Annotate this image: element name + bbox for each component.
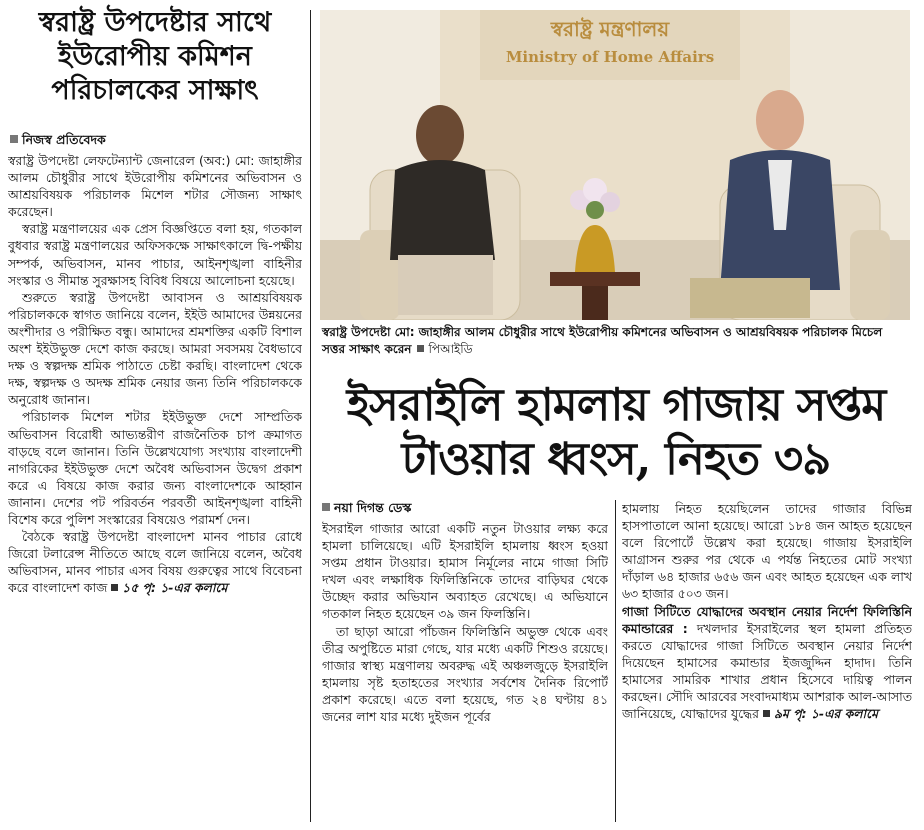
- jump-square-icon: [763, 710, 770, 717]
- main-paragraph: ইসরাইল গাজার আরো একটি নতুন টাওয়ার লক্ষ্য করে হামলা চালিয়েছে। এটি ইসরাইলি হামলায় ধ্বংস হওয়া সপ্তম প্রধান টাওয়ার। হামাস নির্মূলের নামে গাজা সিটি দখল এবং লক্ষাধিক ফিলিস্তিনিকে তাদের বাড়িঘর থেকে উচ্ছেদ করার অভিযান অব্যাহত রেখেছে। এ অভিযানে গতকাল নিহত হয়েছেন ৩৯ জন ফিলস্তিনি।: [322, 521, 608, 622]
- left-byline-text: নিজস্ব প্রতিবেদক: [22, 132, 106, 147]
- main-byline: [322, 500, 411, 520]
- caption-text: স্বরাষ্ট্র উপদেষ্টা মো: জাহাঙ্গীর আলম চৌধুরীর সাথে ইউরোপীয় কমিশনের অভিবাসন ও আশ্রয়বিষয়ক পরিচালক মিচেল সত্তর সাক্ষাৎ করেন: [322, 325, 883, 356]
- main-byline-text: নয়া দিগন্ত ডেস্ক: [334, 500, 412, 515]
- main-paragraph: হামলায় নিহত হয়েছিলেন তাদের গাজার বিভিন্ন হাসপাতালে আনা হয়েছে। আরো ১৮৪ জন আহত হয়েছেন বলে রিপোর্টে উল্লেখ করা হয়েছে। গাজায় ইসরাইলি আগ্রাসন শুরুর পর থেকে এ পর্যন্ত নিহতের মোট সংখ্যা দাঁড়াল ৬৪ হাজার ৬৫৬ জন এবং আহত হয়েছেন এক লাখ ৬৩ হাজার ৫০৩ জন।: [622, 501, 912, 602]
- column-divider: [310, 10, 311, 822]
- main-article-col-1: [322, 520, 608, 822]
- sign-bengali: স্বরাষ্ট্র মন্ত্রণালয়: [550, 17, 670, 41]
- bullet-icon: [10, 135, 18, 143]
- jump-square-icon: [111, 584, 118, 591]
- left-byline: [10, 132, 106, 152]
- main-subhead: গাজা সিটিতে যোদ্ধাদের অবস্থান নেয়ার নির্দেশ ফিলিস্তিনি কমান্ডারের :: [622, 603, 912, 636]
- left-article-body: [8, 152, 302, 820]
- main-paragraph: তা ছাড়া আরো পাঁচজন ফিলিস্তিনি অভুক্ত থেকে এবং তীব্র অপুষ্টিতে মারা গেছে, যার মধ্যে একটি শিশুও রয়েছে। গাজার স্বাস্থ্য মন্ত্রণালয় অবরুদ্ধ এই অঞ্চলজুড়ে ইসরাইলি হামলায় সৃষ্ট হতাহতের সংখ্যার সর্বশেষ দৈনিক রিপোর্ট প্রকাশ করেছে। এতে বলা হয়েছে, গত ২৪ ঘণ্টায় ৪১ জনের লাশ যার মধ্যে দুইজন পূর্বের: [322, 623, 608, 725]
- main-jump-text: ৯ম পৃ: ১-এর কলামে: [773, 706, 878, 722]
- left-paragraph: পরিচালক মিশেল শটার ইইউভুক্ত দেশে সাম্প্রতিক অভিবাসন বিরোধী আভ্যন্তরীণ রাজনৈতিক চাপ ক্রমাগত বাড়ছে বলে জানান। তিনি উল্লেখযোগ্য সংখ্যায় বাংলাদেশী নাগরিকের ইইউভুক্ত দেশে অবৈধ অভিবাসন উদ্বেগ প্রকাশ করে এ বিষয়ে কাজ করার জন্য বাংলাদেশকে আহ্বান জানান। দেশের পট পরিবর্তন পরবর্তী আইনশৃঙ্খলা বাহিনী বিশেষ করে পুলিশ সংস্কারের বিষয়েও পরামর্শ দেন।: [8, 409, 302, 527]
- photo-illustration: [320, 10, 910, 320]
- left-jump: [107, 580, 227, 595]
- main-column-divider: [615, 500, 616, 822]
- main-jump: [759, 706, 878, 721]
- main-headline-line-2: টাওয়ার ধ্বংস, নিহত ৩৯: [401, 432, 831, 485]
- left-paragraph: শুরুতে স্বরাষ্ট্র উপদেষ্টা আবাসন ও আশ্রয়বিষয়ক পরিচালককে স্বাগত জানিয়ে বলেন, ইইউ আমাদের উন্নয়নের অংশীদার ও পরীক্ষিত বন্ধু। আমাদের শ্রমশক্তির একটি বিশাল অংশ ইইউভুক্ত দেশে কাজ করছে। আমরা সবসময় বৈধভাবে দক্ষ ও স্বল্পদক্ষ শ্রমিক পাঠাতে চেষ্টা করছি। বাংলাদেশ থেকে দক্ষ, স্বল্পদক্ষ ও অদক্ষ শ্রমিক নেয়ার জন্য তিনি পরিচালককে অনুরোধ জানান।: [8, 289, 302, 408]
- photo-caption: [322, 324, 908, 358]
- left-jump-text: ১৫ পৃ: ১-এর কলামে: [122, 580, 228, 596]
- left-headline-line-1: স্বরাষ্ট্র উপদেষ্টার সাথে: [38, 7, 272, 38]
- left-headline: [6, 6, 304, 108]
- caption-credit: পিআইডি: [428, 342, 473, 356]
- left-headline-line-3: পরিচালকের সাক্ষাৎ: [51, 75, 259, 106]
- caption-square-icon: [417, 345, 424, 352]
- left-paragraph: স্বরাষ্ট্র মন্ত্রণালয়ের এক প্রেস বিজ্ঞপ্তিতে বলা হয়, গতকাল বুধবার স্বরাষ্ট্র মন্ত্রণালয়ের অফিসকক্ষে সাক্ষাৎকালে দ্বি-পক্ষীয় সম্পর্ক, অভিবাসন, মানব পাচার, আইনশৃঙ্খলা বাহিনীর সংস্কার ও সীমান্ত সুরক্ষাসহ বিবিধ বিষয়ে আলোচনা হয়েছে।: [8, 221, 302, 288]
- sign-english: Ministry of Home Affairs: [505, 48, 715, 66]
- main-paragraph-text: দখলদার ইসরাইলের স্থল হামলা প্রতিহত করতে যোদ্ধাদের গাজা সিটিতে অবস্থান নেয়ার নির্দেশ দিয়েছেন হামাসের কমান্ডার ইজজুদ্দিন হাদাদ। তিনি হামাসের সামরিক শাখার প্রধান হিসেবে দায়িত্ব পালন করছেন। সৌদি আরবের সংবাদমাধ্যম আশরাক আল-আসাত জানিয়েছে, যোদ্ধাদের যুদ্ধের: [622, 620, 912, 722]
- main-headline: [320, 378, 912, 486]
- main-paragraph: [622, 603, 912, 723]
- main-article-col-2: [622, 500, 912, 822]
- left-paragraph: [8, 528, 302, 596]
- bullet-icon: [322, 503, 330, 511]
- news-photo: [320, 10, 910, 320]
- left-headline-line-2: ইউরোপীয় কমিশন: [58, 41, 252, 72]
- main-headline-line-1: ইসরাইলি হামলায় গাজায় সপ্তম: [346, 378, 886, 431]
- left-paragraph-text: বৈঠকে স্বরাষ্ট্র উপদেষ্টা বাংলাদেশ মানব পাচার রোধে জিরো টলারেন্স নীতিতে আছে বলে জানিয়ে বলেন, অবৈধ অভিবাসন, মানব পাচার এসব বিষয় গুরুত্বের সাথে বিবেচনা করে বাংলাদেশ কাজ: [8, 529, 302, 596]
- left-paragraph: স্বরাষ্ট্র উপদেষ্টা লেফটেন্যান্ট জেনারেল (অব:) মো: জাহাঙ্গীর আলম চৌধুরীর সাথে ইউরোপীয় কমিশনের অভিবাসন ও আশ্রয়বিষয়ক পরিচালক মিশেল শটার সৌজন্য সাক্ষাৎ করেছেন।: [8, 153, 302, 220]
